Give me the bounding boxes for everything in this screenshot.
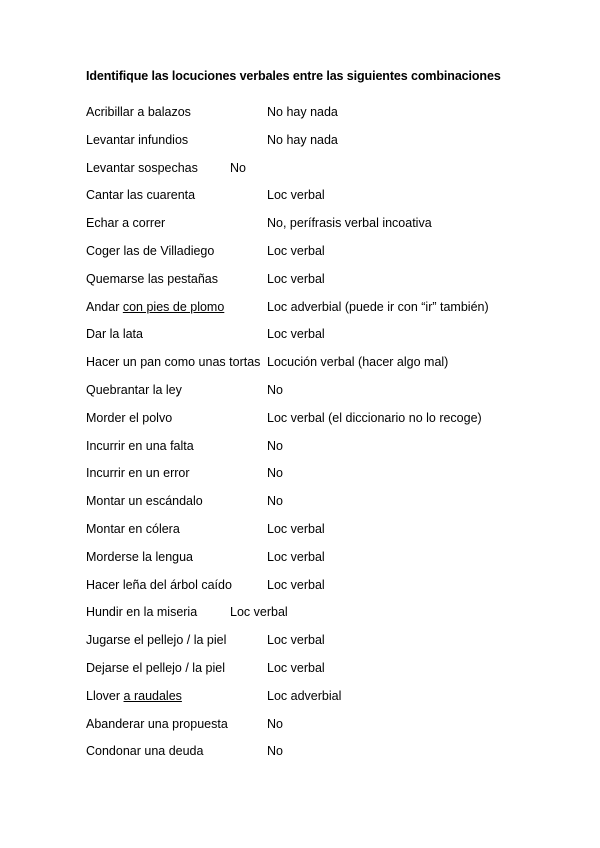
list-item xyxy=(86,161,586,189)
combination-term: Hacer un pan como unas tortas xyxy=(86,355,261,370)
combination-term: Acribillar a balazos xyxy=(86,105,191,119)
combination-term: Andar con pies de plomo xyxy=(86,299,225,314)
list-item xyxy=(86,188,586,216)
combination-answer: Loc verbal xyxy=(230,605,288,620)
combination-answer: Loc verbal xyxy=(267,327,325,342)
combination-answer: Loc verbal xyxy=(267,660,325,675)
underlined-phrase: con pies de plomo xyxy=(122,299,225,314)
combination-answer: Loc verbal xyxy=(267,188,325,203)
list-item xyxy=(86,244,586,272)
combination-term: Dejarse el pellejo / la piel xyxy=(86,660,225,675)
list-item xyxy=(86,522,586,550)
combination-term: Llover a raudales xyxy=(86,688,182,703)
list-item xyxy=(86,689,586,717)
underlined-phrase: a raudales xyxy=(123,688,182,703)
combinations-list xyxy=(86,105,586,772)
list-item xyxy=(86,439,586,467)
list-item xyxy=(86,661,586,689)
combination-answer: No xyxy=(267,744,283,759)
page-title: Identifique las locuciones verbales entre las siguientes combinaciones xyxy=(86,69,501,83)
combination-term: Coger las de Villadiego xyxy=(86,243,215,258)
list-item xyxy=(86,578,586,606)
combination-answer: No xyxy=(267,716,283,731)
list-item xyxy=(86,105,586,133)
combination-term: Morder el polvo xyxy=(86,410,173,425)
combination-term: Levantar infundios xyxy=(86,132,189,147)
list-item xyxy=(86,633,586,661)
combination-term: Incurrir en un error xyxy=(86,466,190,481)
combination-answer: No hay nada xyxy=(267,105,338,119)
combination-term: Jugarse el pellejo / la piel xyxy=(86,633,227,648)
list-item xyxy=(86,355,586,383)
list-item xyxy=(86,216,586,244)
combination-term: Montar en cólera xyxy=(86,521,180,536)
combination-term: Cantar las cuarenta xyxy=(86,188,196,203)
combination-answer: Loc adverbial (puede ir con “ir” también) xyxy=(267,299,489,314)
list-item xyxy=(86,272,586,300)
list-item xyxy=(86,550,586,578)
list-item xyxy=(86,327,586,355)
combination-answer: Loc verbal (el diccionario no lo recoge) xyxy=(267,410,482,425)
list-item xyxy=(86,300,586,328)
list-item xyxy=(86,744,586,772)
combination-term: Echar a correr xyxy=(86,216,166,231)
combination-answer: Loc verbal xyxy=(267,521,325,536)
combination-answer: Loc verbal xyxy=(267,271,325,286)
list-item xyxy=(86,605,586,633)
combination-answer: Loc verbal xyxy=(267,549,325,564)
combination-term: Quemarse las pestañas xyxy=(86,271,219,286)
combination-term: Condonar una deuda xyxy=(86,744,204,759)
list-item xyxy=(86,383,586,411)
combination-answer: No xyxy=(267,438,283,453)
combination-answer: Loc verbal xyxy=(267,577,325,592)
list-item xyxy=(86,717,586,745)
list-item xyxy=(86,466,586,494)
combination-answer: No xyxy=(267,466,283,481)
combination-answer: Loc adverbial xyxy=(267,688,342,703)
list-item xyxy=(86,494,586,522)
combination-answer: No hay nada xyxy=(267,132,338,147)
combination-term: Dar la lata xyxy=(86,327,143,342)
combination-term: Hundir en la miseria xyxy=(86,605,198,620)
combination-term: Montar un escándalo xyxy=(86,494,203,509)
combination-term: Abanderar una propuesta xyxy=(86,716,228,731)
combination-term: Levantar sospechas xyxy=(86,160,198,175)
combination-answer: No xyxy=(267,382,283,397)
list-item xyxy=(86,411,586,439)
combination-answer: No xyxy=(267,494,283,509)
combination-answer: No, perífrasis verbal incoativa xyxy=(267,216,432,231)
combination-answer: Loc verbal xyxy=(267,243,325,258)
combination-term: Quebrantar la ley xyxy=(86,382,182,397)
combination-answer: Loc verbal xyxy=(267,633,325,648)
combination-answer: No xyxy=(230,160,246,175)
combination-term: Incurrir en una falta xyxy=(86,438,194,453)
combination-term: Hacer leña del árbol caído xyxy=(86,577,232,592)
combination-term: Morderse la lengua xyxy=(86,549,194,564)
list-item xyxy=(86,133,586,161)
combination-answer: Locución verbal (hacer algo mal) xyxy=(267,355,449,370)
